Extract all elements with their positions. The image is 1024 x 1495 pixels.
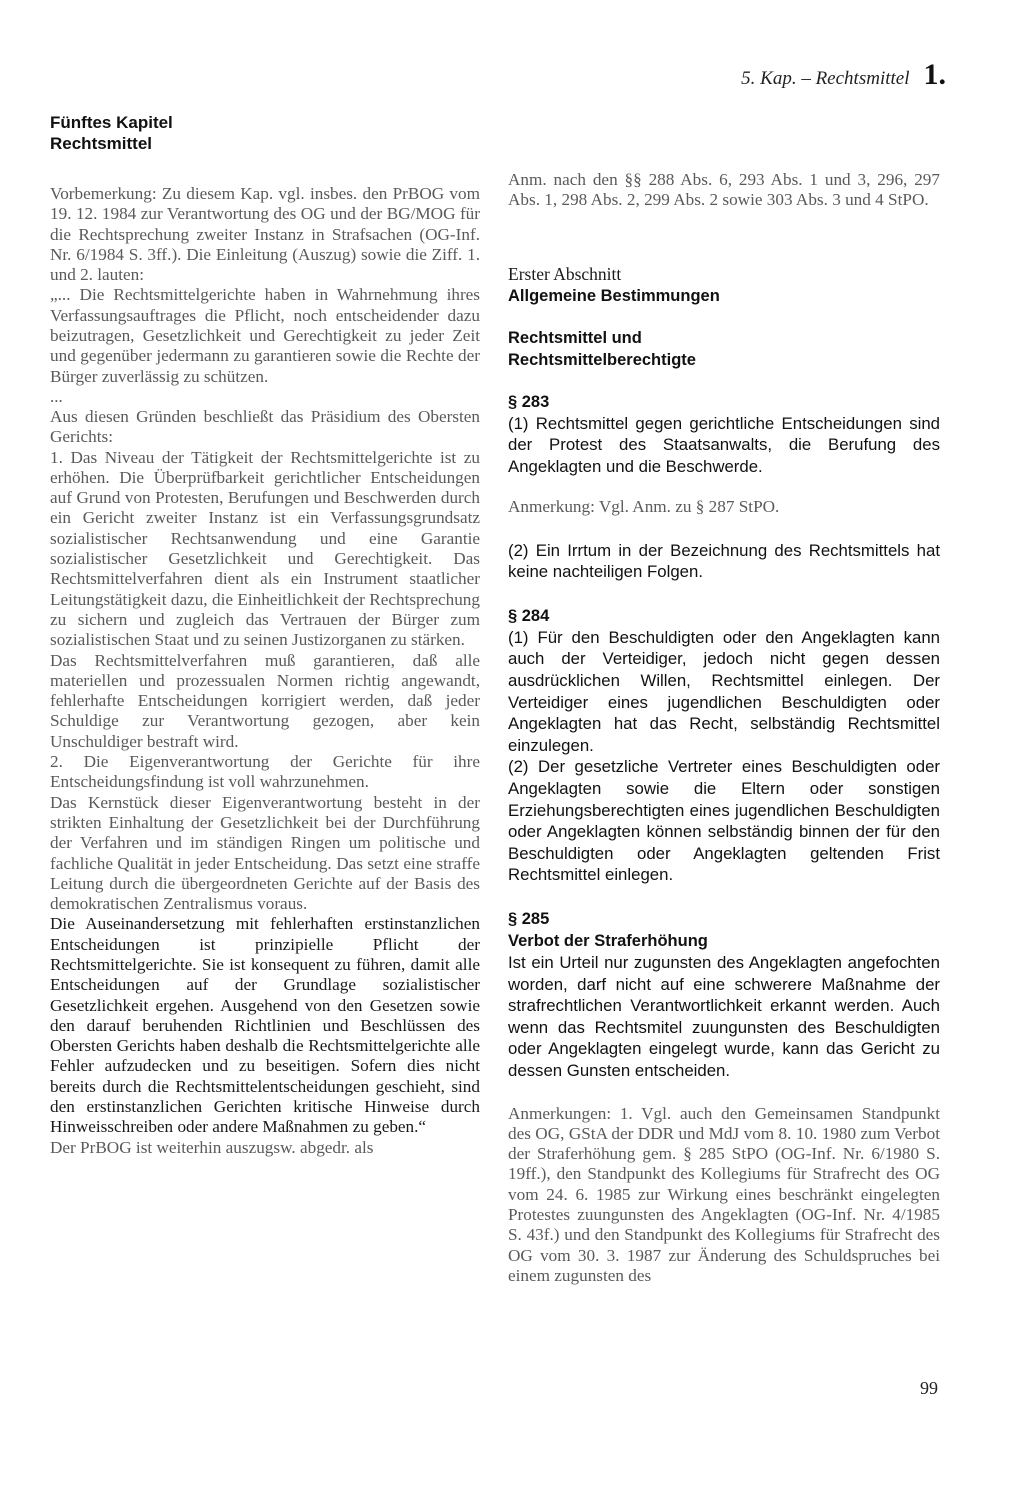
paragraph-284-number: § 284 xyxy=(508,606,550,625)
point-1b-paragraph: Das Rechtsmittelverfahren muß garantieren, daß alle materiellen und prozessualen Normen richtig angewandt, fehlerhafte Entscheidungen korrigiert werden, daß jeder Schuldige zur Verantwortung gezogen, aber kein Unschuldiger bestraft wird. xyxy=(50,650,480,751)
paragraph-283-abs1: (1) Rechtsmittel gegen gerichtliche Entscheidungen sind der Protest des Staatsanwalts, die Berufung des Angeklagten und die Beschwerde. xyxy=(508,413,940,476)
running-head-title: 5. Kap. – Rechtsmittel xyxy=(741,68,910,89)
subsection-title-line1: Rechtsmittel und xyxy=(508,328,642,347)
point-1-paragraph: 1. Das Niveau der Tätigkeit der Rechtsmittelgerichte ist zu erhöhen. Die Überprüfbarkeit gerichtlicher Entscheidungen auf Grund von Protesten, Berufungen und Beschwerden durch ein Gericht zweiter Instanz ist ein Verfassungsgrundsatz sozialistischer Rechtsanwendung und eine Garantie sozialistischer Gesetzlichkeit und Gerechtigkeit. Das Rechtsmittelverfahren dient als ein Instrument staatlicher Leitungstätigkeit dazu, die Einheitlichkeit der Rechtsprechung zu sichern und zugleich das Vertrauen der Bürger zum sozialistischen Staat und zu seinen Justizorganen zu stärken. xyxy=(50,447,480,650)
paragraph-285-number: § 285 xyxy=(508,909,550,928)
paragraph-285-text: Ist ein Urteil nur zugunsten des Angeklagten angefochten worden, darf nicht auf eine schwerere Maßnahme der strafrechtlichen Verantwortlichkeit erkannt werden. Auch wenn das Rechtsmitel zuungunsten des Beschuldigten oder Angeklagten eingelegt wurde, kann das Gericht zu dessen Gunsten entscheiden. xyxy=(508,952,940,1080)
auseinandersetzung-paragraph: Die Auseinandersetzung mit fehlerhaften erstinstanzlichen Entscheidungen ist prinzipielle Pflicht der Rechtsmittelgerichte. Sie ist konsequent zu führen, damit alle Entscheidungen auf der Grundlage sozialistischer Gesetzlichkeit ergehen. Ausgehend von den Gesetzen sowie den darauf beruhenden Richtlinien und Beschlüssen des Obersten Gerichts haben deshalb die Rechtsmittelgerichte alle Fehler aufzudecken und zu beseitigen. Sofern dies nicht bereits durch die Rechtsmittelentscheidungen geschieht, sind den erstinstanzlichen Gerichten kritische Hinweise durch Hinweisschreiben oder andere Maßnahmen zu geben.“ xyxy=(50,914,480,1137)
running-head xyxy=(741,58,946,92)
paragraph-285-notes: Anmerkungen: 1. Vgl. auch den Gemeinsamen Standpunkt des OG, GStA der DDR und MdJ vom 8. 10. 1980 zum Verbot der Straferhöhung gem. § 285 StPO (OG-Inf. Nr. 6/1980 S. 19ff.), den Standpunkt des Kollegiums für Strafrecht des OG vom 24. 6. 1985 zur Wirkung eines beschränkt eingelegten Protestes zuungunsten des Angeklagten (OG-Inf. Nr. 4/1985 S. 43f.) und den Standpunkt des Kollegiums für Strafrecht des OG vom 30. 3. 1987 zur Änderung des Schuldspruches bei einem zugunsten des xyxy=(508,1103,940,1285)
paragraph-283-note: Anmerkung: Vgl. Anm. zu § 287 StPO. xyxy=(508,497,780,517)
continuation-paragraph: Anm. nach den §§ 288 Abs. 6, 293 Abs. 1 und 3, 296, 297 Abs. 1, 298 Abs. 2, 299 Abs. 2 sowie 303 Abs. 3 und 4 StPO. xyxy=(508,170,940,210)
paragraph-283-number: § 283 xyxy=(508,392,550,411)
vorbemerkung-paragraph: Vorbemerkung: Zu diesem Kap. vgl. insbes. den PrBOG vom 19. 12. 1984 zur Verantwortung des OG und der BG/MOG für die Rechtsprechung zweiter Instanz in Strafsachen (OG-Inf. Nr. 6/1984 S. 3ff.). Die Einleitung (Auszug) sowie die Ziff. 1. und 2. lauten: xyxy=(50,184,480,285)
chapter-heading xyxy=(50,112,480,154)
section-title: Allgemeine Bestimmungen xyxy=(508,286,720,305)
section-label: Erster Abschnitt xyxy=(508,263,622,284)
paragraph-284-abs1: (1) Für den Beschuldigten oder den Angeklagten kann auch der Verteidiger, jedoch nicht gegen dessen ausdrücklichen Willen, Rechtsmittel einlegen. Der Verteidiger eines jugendlichen Beschuldigten oder Angeklagten hat das Recht, selbständig Rechtsmittel einzulegen. xyxy=(508,627,940,755)
paragraph-284-abs2: (2) Der gesetzliche Vertreter eines Beschuldigten oder Angeklagten sowie die Eltern oder sonstigen Erziehungsberechtigten eines jugendlichen Beschuldigten oder Angeklagten können selbständig binnen der für den Beschuldigten oder Angeklagten geltenden Frist Rechtsmittel einlegen. xyxy=(508,757,940,885)
chapter-heading-line2: Rechtsmittel xyxy=(50,134,153,153)
paragraph-283-abs2: (2) Ein Irrtum in der Bezeichnung des Rechtsmittels hat keine nachteiligen Folgen. xyxy=(508,540,940,582)
paragraph-285-title: Verbot der Straferhöhung xyxy=(508,931,708,950)
left-column xyxy=(50,112,480,1158)
aus-diesen-paragraph: Aus diesen Gründen beschließt das Präsidium des Obersten Gerichts: xyxy=(50,406,480,447)
running-head-number: 1. xyxy=(923,58,946,91)
right-column xyxy=(508,170,940,1286)
quote-intro-paragraph: „... Die Rechtsmittelgerichte haben in Wahrnehmung ihres Verfassungsauftrages die Pflicht, noch entscheidender dazu beizutragen, Gesetzlichkeit und Gerechtigkeit zu jeder Zeit und gegenüber jedermann zu garantieren sowie die Rechte der Bürger zuverlässig zu schützen. xyxy=(50,285,480,386)
kernstueck-paragraph: Das Kernstück dieser Eigenverantwortung besteht in der strikten Einhaltung der Gesetzlichkeit bei der Durchführung der Verfahren und im ständigen Ringen um politische und fachliche Qualität in jeder Entscheidung. Das setzt eine straffe Leitung durch die übergeordneten Gerichte auf der Basis des demokratischen Zentralismus voraus. xyxy=(50,792,480,914)
point-2-paragraph: 2. Die Eigenverantwortung der Gerichte für ihre Entscheidungsfindung ist voll wahrzunehmen. xyxy=(50,752,480,792)
ellipsis-line: ... xyxy=(50,386,63,406)
subsection-title-line2: Rechtsmittelberechtigte xyxy=(508,350,696,369)
closing-paragraph: Der PrBOG ist weiterhin auszugsw. abgedr. als xyxy=(50,1137,374,1157)
chapter-heading-line1: Fünftes Kapitel xyxy=(50,113,173,132)
page-number: 99 xyxy=(920,1378,938,1398)
